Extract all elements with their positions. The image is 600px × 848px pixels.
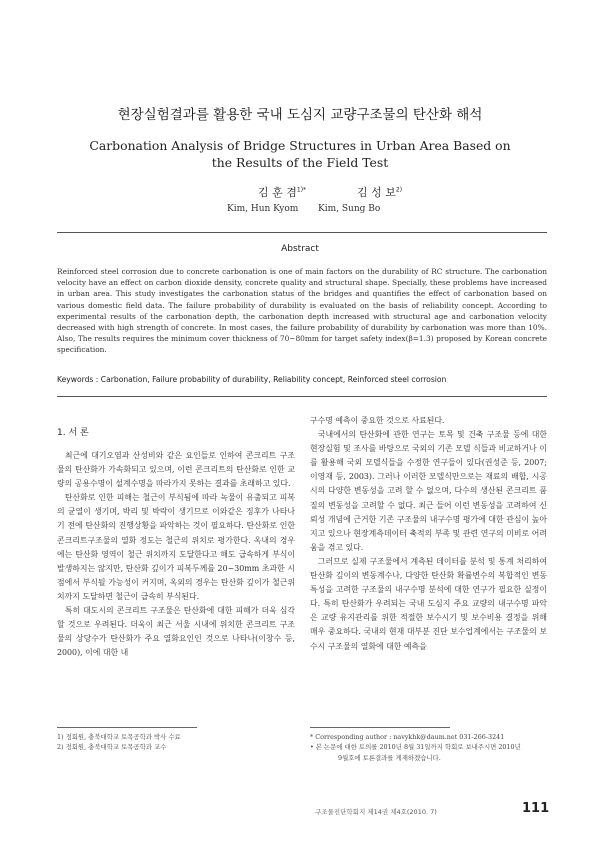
- paragraph: 그러므로 실제 구조물에서 계측된 데이터를 분석 및 통계 처리하여 탄산화 깊이의 변동계수나, 다양한 탄산화 확률변수의 복합적인 변동특성을 고려한 구조물의 내구수명 분석에 대한 연구가 필요한 실정이다. 특히 탄산화가 우려되는 국내 도심지 주요 교량의 내구수명 파악은 교량 유지관리를 위한 적절한 보수시기 및 보수비용 결정을 위해 매우 중요하다. 국내의 현재 대부분 진단 보수업계에서는 구조물의 보수시 구조물의 열화에 대한 예측을: [310, 556, 547, 651]
- footnotes-right: [310, 727, 547, 763]
- body-column-left: [57, 449, 295, 660]
- page-number: 111: [522, 801, 550, 816]
- abstract-text: Reinforced steel corrosion due to concrete carbonation is one of main factors on the durability of RC structure. The carbonation velocity have an effect on carbon dioxide density, concrete quality and structural shape. Specially, these problems have increased in urban area. This study investigates the carbonation status of the bridges and quantifies the effect of carbonation based on various domestic field data. The failure probability of durability is evaluated on the basis of reliability concept. According to experimental results of the carbonation depth, the carbonation depth increased with structural age and carbonation velocity decreased with high strength of concrete. In most cases, the failure probability of durability by carbonation was more than 10%. Also, The results requires the minimum cover thickness of 70~80mm for target safety index(β=1.3) proposed by Korean concrete specification.: [57, 267, 547, 355]
- author-1-affil-mark: 1)*: [296, 186, 307, 194]
- author-2-korean: [357, 184, 402, 200]
- paragraph: 최근에 대기오염과 산성비와 같은 요인들로 인하여 콘크리트 구조물의 탄산화가 가속화되고 있으며, 이런 콘크리트의 탄산화로 인한 교량의 공용수명이 설계수명을 따라가지 못하는 결과를 초래하고 있다.: [57, 451, 295, 489]
- divider-bottom: [57, 396, 547, 397]
- section-heading: 1. 서 론: [57, 428, 89, 438]
- paper-title-english: [60, 137, 540, 171]
- footnote-rule: [310, 727, 450, 728]
- footnotes-left: [57, 727, 295, 753]
- paragraph: 특히 대도시의 콘크리트 구조물은 탄산화에 대한 피해가 더욱 심각할 것으로 우려된다. 더욱이 최근 서울 시내에 위치한 콘크리트 구조물의 상당수가 탄산화가 주요 열화요인인 것으로 나타나(이창수 등, 2000), 이에 대한 내: [57, 606, 295, 658]
- author-1-name: 김 훈 겸: [258, 186, 297, 199]
- keywords-label: Keywords :: [57, 375, 99, 384]
- keywords: [57, 375, 547, 384]
- paper-title-korean: 현장실험결과를 활용한 국내 도심지 교량구조물의 탄산화 해석: [117, 107, 483, 123]
- footnote-2: 2) 정회원, 충북대학교 토목공학과 교수: [57, 743, 167, 752]
- title-en-line-1: Carbonation Analysis of Bridge Structures in Urban Area Based on: [89, 138, 511, 153]
- journal-info: 구조물진단학회지 제14권 제4호(2010. 7): [315, 808, 437, 816]
- author-1-english: Kim, Hun Kyom: [227, 204, 299, 214]
- author-2-name: 김 성 보: [357, 186, 396, 199]
- discussion-note-cont: 9월호에 토론결과를 게재하겠습니다.: [338, 753, 441, 762]
- body-column-right: [310, 414, 547, 654]
- paragraph: 국내에서의 탄산화에 관한 연구는 토목 및 건축 구조물 등에 대한 현장실험 및 조사를 바탕으로 국외의 기존 모델 식들과 비교하거나 이를 활용해 국외 모델식들을 수정한 연구들이 있다(권성준 등, 2007; 이영재 등, 2003). 그러나 이러한 모델식만으로는 재료의 배합, 시공시의 다양한 변동성을 고려 할 수 없으며, 다수의 생산된 콘크리트 품질의 변동성을 고려할 수 없다. 최근 들어 이런 변동성을 고려하여 신뢰성 개념에 근거한 기존 구조물의 내구수명 평가에 대한 관심이 높아지고 있으나 현장계측데이터 축적의 부족 및 관련 연구의 미비로 어려움을 겪고 있다.: [310, 430, 547, 552]
- corresponding-author: * Corresponding author : navykhk@daum.net 031-266-3241: [310, 733, 505, 741]
- footnote-1: 1) 정회원, 충북대학교 토목공학과 박사 수료: [57, 733, 181, 741]
- discussion-note: • 본 논문에 대한 토의를 2010년 8월 31일까지 학회로 보내주시면 2010년: [310, 743, 521, 752]
- author-2-english: Kim, Sung Bo: [318, 204, 381, 214]
- title-en-line-2: the Results of the Field Test: [211, 155, 389, 170]
- divider-top: [57, 232, 547, 233]
- footnote-rule: [57, 727, 197, 728]
- author-1-korean: [258, 184, 306, 200]
- keywords-list: Carbonation, Failure probability of durability, Reliability concept, Reinforced steel corrosion: [100, 375, 447, 384]
- abstract-heading: Abstract: [281, 244, 319, 254]
- paragraph: 탄산화로 인한 피해는 철근이 부식됨에 따라 녹물이 유출되고 피복의 균열이 생기며, 박리 및 박락이 생기므로 이와같은 징후가 나타나기 전에 탄산화의 진행상황을 파악하는 것이 필요하다. 탄산화로 인한 콘크리트구조물의 열화 정도는 철근의 위치로 평가한다. 옥내의 경우에는 탄산화 영역이 철근 위치까지 도달한다고 해도 급속하게 부식이 발생하지는 않지만, 탄산화 깊이가 피복두께를 20~30mm 초과한 시점에서 부식될 가능성이 커지며, 옥외의 경우는 탄산화 깊이가 철근위치까지 도달하면 철근이 급속히 부식된다.: [57, 493, 295, 601]
- author-2-affil-mark: 2): [395, 186, 403, 194]
- paragraph: 구수명 예측이 중요한 것으로 사료된다.: [310, 416, 445, 425]
